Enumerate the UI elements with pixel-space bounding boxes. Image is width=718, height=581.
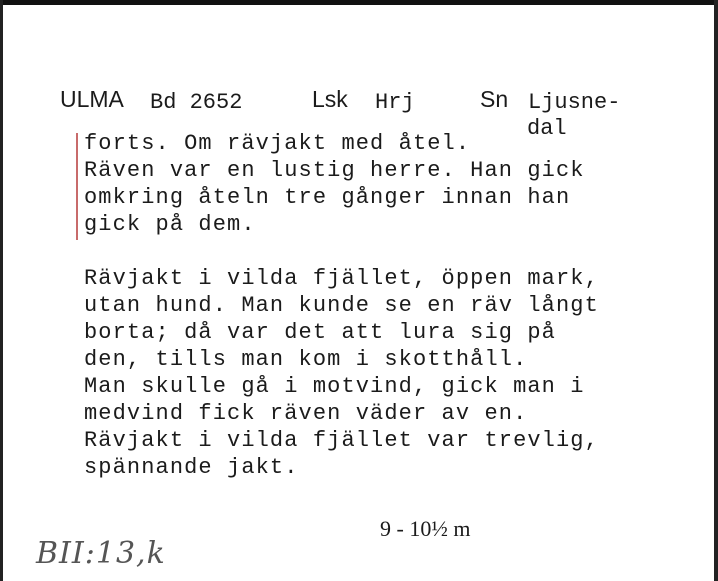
county-value: Hrj <box>375 90 415 115</box>
paragraph2-line: borta; då var det att lura sig på <box>84 320 556 345</box>
paragraph2-line: Rävjakt i vilda fjället var trevlig, <box>84 428 599 453</box>
paragraph2-line: spännande jakt. <box>84 455 299 480</box>
card-top-border <box>0 0 718 5</box>
paragraph2-line: den, tills man kom i skotthåll. <box>84 347 528 372</box>
parish-value-line2: dal <box>527 116 567 141</box>
paragraph2-line: Rävjakt i vilda fjället, öppen mark, <box>84 266 599 291</box>
record-number: Bd 2652 <box>150 90 243 115</box>
card-left-border <box>0 0 3 581</box>
card-right-border <box>714 0 718 581</box>
paragraph2-line: medvind fick räven väder av en. <box>84 401 528 426</box>
paragraph2-line: utan hund. Man kunde se en räv långt <box>84 293 599 318</box>
county-label: Lsk <box>312 86 348 112</box>
parish-value-line1: Ljusne- <box>528 90 621 115</box>
paragraph1-line: Räven var en lustig herre. Han gick <box>84 158 585 183</box>
paragraph2-line: Man skulle gå i motvind, gick man i <box>84 374 585 399</box>
handwritten-classification: BII:13,k <box>36 536 166 571</box>
parish-label: Sn <box>480 86 509 112</box>
paragraph1-line: gick på dem. <box>84 212 256 237</box>
paragraph1-line: forts. Om rävjakt med åtel. <box>84 131 471 156</box>
paragraph1-line: omkring åteln tre gånger innan han <box>84 185 571 210</box>
margin-mark <box>76 133 78 240</box>
archive-code: ULMA <box>60 86 124 112</box>
time-note: 9 - 10½ m <box>380 516 471 541</box>
